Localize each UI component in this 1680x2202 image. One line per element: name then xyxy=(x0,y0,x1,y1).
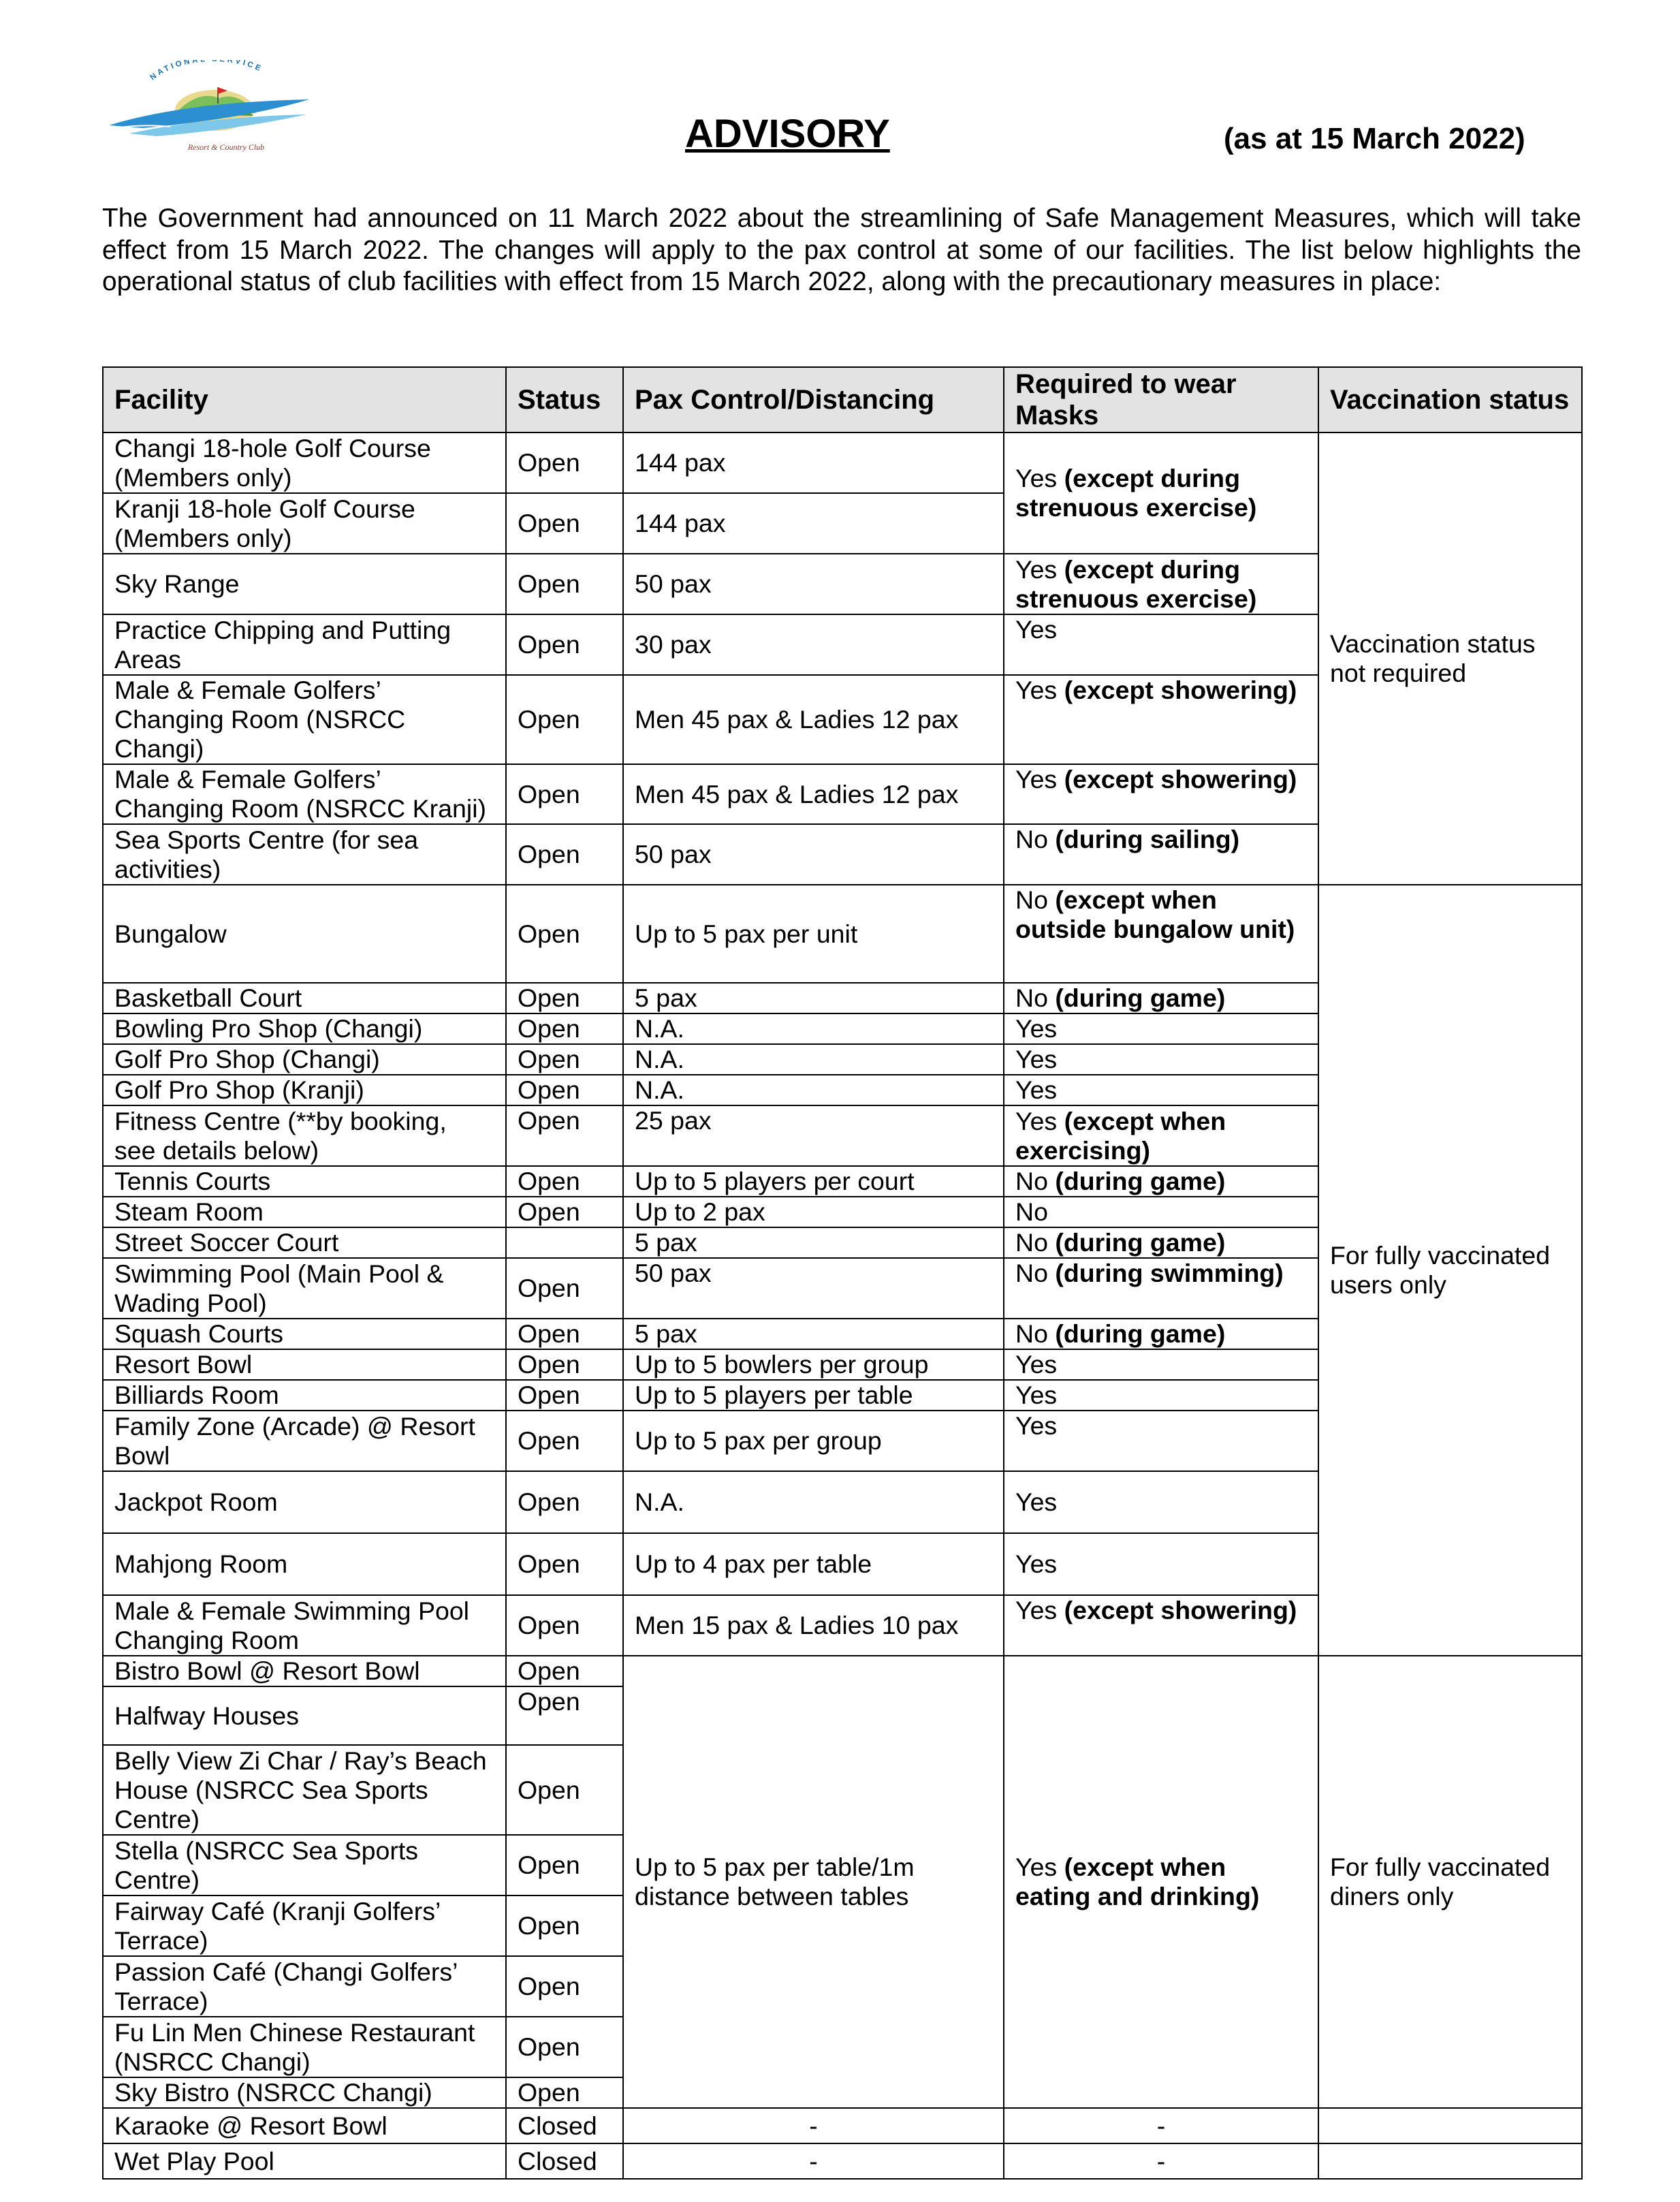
facility-cell: Practice Chipping and Putting Areas xyxy=(103,614,506,675)
mask-note: (during swimming) xyxy=(1055,1259,1284,1287)
facility-cell: Halfway Houses xyxy=(103,1686,506,1745)
facility-cell: Belly View Zi Char / Ray’s Beach House (NSRCC Sea Sports Centre) xyxy=(103,1745,506,1835)
vaccination-cell xyxy=(1318,2143,1582,2179)
status-cell: Open xyxy=(506,1896,623,1956)
facility-cell: Golf Pro Shop (Changi) xyxy=(103,1044,506,1075)
pax-cell: Men 15 pax & Ladies 10 pax xyxy=(623,1595,1004,1656)
pax-cell: N.A. xyxy=(623,1044,1004,1075)
facility-cell: Resort Bowl xyxy=(103,1349,506,1380)
pax-cell: 5 pax xyxy=(623,983,1004,1013)
mask-cell xyxy=(1004,1319,1318,1349)
facility-cell: Bowling Pro Shop (Changi) xyxy=(103,1013,506,1044)
mask-yes: Yes xyxy=(1015,1106,1058,1135)
status-cell: Open xyxy=(506,1044,623,1075)
mask-cell xyxy=(1004,1166,1318,1197)
pax-cell: Men 45 pax & Ladies 12 pax xyxy=(623,675,1004,764)
status-cell: Open xyxy=(506,1835,623,1896)
mask-cell xyxy=(1004,554,1318,614)
facility-cell: Sky Range xyxy=(103,554,506,614)
status-cell: Open xyxy=(506,1075,623,1105)
pax-cell: 5 pax xyxy=(623,1319,1004,1349)
mask-yes: Yes xyxy=(1015,765,1058,793)
pax-cell: 144 pax xyxy=(623,493,1004,554)
mask-yes: Yes xyxy=(1015,676,1058,704)
status-cell: Open xyxy=(506,1956,623,2017)
mask-note: (except when outside bungalow unit) xyxy=(1015,885,1295,943)
status-cell: Open xyxy=(506,1380,623,1411)
facility-cell: Changi 18-hole Golf Course (Members only) xyxy=(103,432,506,493)
pax-cell: Up to 5 players per court xyxy=(623,1166,1004,1197)
header-vaccination: Vaccination status xyxy=(1318,367,1582,432)
status-cell: Open xyxy=(506,675,623,764)
mask-yes: Yes xyxy=(1015,1596,1058,1624)
mask-no: No xyxy=(1015,885,1048,914)
header-masks: Required to wear Masks xyxy=(1004,367,1318,432)
facility-cell: Billiards Room xyxy=(103,1380,506,1411)
club-logo xyxy=(102,60,320,155)
facility-cell: Squash Courts xyxy=(103,1319,506,1349)
mask-note: (except showering) xyxy=(1064,676,1297,704)
status-cell: Open xyxy=(506,1411,623,1471)
mask-no: No xyxy=(1015,1319,1048,1348)
pax-cell: Men 45 pax & Ladies 12 pax xyxy=(623,764,1004,824)
status-cell: Open xyxy=(506,1686,623,1745)
facility-cell: Fitness Centre (**by booking, see details below) xyxy=(103,1105,506,1166)
facility-cell: Family Zone (Arcade) @ Resort Bowl xyxy=(103,1411,506,1471)
facility-cell: Male & Female Swimming Pool Changing Room xyxy=(103,1595,506,1656)
table-header-row xyxy=(103,367,1582,432)
pax-cell: 30 pax xyxy=(623,614,1004,675)
pax-cell: 50 pax xyxy=(623,1258,1004,1319)
facility-cell: Karaoke @ Resort Bowl xyxy=(103,2108,506,2143)
mask-cell: Yes xyxy=(1004,1471,1318,1533)
status-cell: Open xyxy=(506,1166,623,1197)
mask-cell xyxy=(1004,675,1318,764)
pax-cell: 50 pax xyxy=(623,554,1004,614)
vaccination-cell: For fully vaccinated users only xyxy=(1318,885,1582,1656)
status-cell: Open xyxy=(506,493,623,554)
status-cell: Open xyxy=(506,824,623,885)
status-cell: Open xyxy=(506,2017,623,2077)
mask-cell: Yes xyxy=(1004,1533,1318,1595)
mask-yes: Yes xyxy=(1015,464,1058,492)
status-cell: Open xyxy=(506,1349,623,1380)
status-cell: Open xyxy=(506,432,623,493)
intro-paragraph: The Government had announced on 11 March 2022 about the streamlining of Safe Management Measures, which will take effect from 15 March 2022. The changes will apply to the pax control at some of our facilities. The list below highlights the operational status of club facilities with effect from 15 March 2022, along with the precautionary measures in place: xyxy=(102,204,1581,297)
mask-note: (during game) xyxy=(1055,1319,1226,1348)
pax-cell: - xyxy=(623,2108,1004,2143)
status-cell: Open xyxy=(506,1745,623,1835)
facility-cell: Tennis Courts xyxy=(103,1166,506,1197)
facility-cell: Bungalow xyxy=(103,885,506,983)
status-cell: Open xyxy=(506,1595,623,1656)
mask-cell xyxy=(1004,1227,1318,1258)
pax-cell: Up to 5 pax per table/1m distance between tables xyxy=(623,1656,1004,2108)
pax-cell: 25 pax xyxy=(623,1105,1004,1166)
mask-note: (during sailing) xyxy=(1055,825,1240,853)
facility-cell: Kranji 18-hole Golf Course (Members only) xyxy=(103,493,506,554)
vaccination-cell xyxy=(1318,2108,1582,2143)
mask-no: No xyxy=(1015,1167,1048,1195)
mask-cell: Yes xyxy=(1004,1013,1318,1044)
status-cell: Closed xyxy=(506,2108,623,2143)
mask-note: (during game) xyxy=(1055,1167,1226,1195)
status-cell: Open xyxy=(506,1197,623,1227)
mask-note: (except during strenuous exercise) xyxy=(1015,464,1257,522)
facility-cell: Basketball Court xyxy=(103,983,506,1013)
status-cell: Open xyxy=(506,1533,623,1595)
mask-yes: Yes xyxy=(1015,1853,1058,1881)
status-cell: Open xyxy=(506,983,623,1013)
facility-cell: Street Soccer Court xyxy=(103,1227,506,1258)
header-status: Status xyxy=(506,367,623,432)
facility-status-table xyxy=(102,366,1583,2180)
status-cell: Open xyxy=(506,1471,623,1533)
vaccination-cell: For fully vaccinated diners only xyxy=(1318,1656,1582,2108)
facility-cell: Bistro Bowl @ Resort Bowl xyxy=(103,1656,506,1686)
page-title: ADVISORY xyxy=(685,112,890,156)
mask-cell: Yes xyxy=(1004,614,1318,675)
mask-no: No xyxy=(1015,984,1048,1012)
mask-cell: Yes xyxy=(1004,1411,1318,1471)
facility-cell: Fairway Café (Kranji Golfers’ Terrace) xyxy=(103,1896,506,1956)
mask-cell: No xyxy=(1004,1197,1318,1227)
pax-cell: Up to 5 bowlers per group xyxy=(623,1349,1004,1380)
mask-cell xyxy=(1004,1105,1318,1166)
mask-cell xyxy=(1004,432,1318,554)
mask-cell: Yes xyxy=(1004,1349,1318,1380)
mask-cell: - xyxy=(1004,2143,1318,2179)
status-cell: Open xyxy=(506,1258,623,1319)
pax-cell: - xyxy=(623,2143,1004,2179)
status-cell: Open xyxy=(506,614,623,675)
pax-cell: Up to 5 players per table xyxy=(623,1380,1004,1411)
mask-cell xyxy=(1004,885,1318,983)
as-at-date: (as at 15 March 2022) xyxy=(1224,122,1525,155)
mask-cell: Yes xyxy=(1004,1044,1318,1075)
mask-yes: Yes xyxy=(1015,554,1058,584)
status-cell: Closed xyxy=(506,2143,623,2179)
status-cell: Open xyxy=(506,2077,623,2108)
mask-note: (except showering) xyxy=(1064,765,1297,793)
mask-note: (during game) xyxy=(1055,984,1226,1012)
mask-note: (except when eating and drinking) xyxy=(1015,1853,1260,1910)
mask-cell: - xyxy=(1004,2108,1318,2143)
facility-cell: Stella (NSRCC Sea Sports Centre) xyxy=(103,1835,506,1896)
facility-cell: Passion Café (Changi Golfers’ Terrace) xyxy=(103,1956,506,2017)
header-facility: Facility xyxy=(103,367,506,432)
facility-cell: Sea Sports Centre (for sea activities) xyxy=(103,824,506,885)
facility-cell: Sky Bistro (NSRCC Changi) xyxy=(103,2077,506,2108)
svg-text:NATIONAL SERVICE: NATIONA RVICE xyxy=(148,60,264,82)
table-row xyxy=(103,885,1582,983)
mask-cell xyxy=(1004,1656,1318,2108)
table-row xyxy=(103,1656,1582,1686)
facility-cell: Wet Play Pool xyxy=(103,2143,506,2179)
status-cell: Open xyxy=(506,1013,623,1044)
pax-cell: 144 pax xyxy=(623,432,1004,493)
pax-cell: Up to 4 pax per table xyxy=(623,1533,1004,1595)
facility-cell: Fu Lin Men Chinese Restaurant (NSRCC Changi) xyxy=(103,2017,506,2077)
facility-cell: Jackpot Room xyxy=(103,1471,506,1533)
mask-note: (except during strenuous exercise) xyxy=(1015,554,1257,613)
mask-no: No xyxy=(1015,1228,1048,1257)
facility-cell: Male & Female Golfers’ Changing Room (NSRCC Changi) xyxy=(103,675,506,764)
status-cell xyxy=(506,1227,623,1258)
mask-cell xyxy=(1004,1595,1318,1656)
status-cell: Open xyxy=(506,1656,623,1686)
pax-cell: Up to 5 pax per group xyxy=(623,1411,1004,1471)
status-cell: Open xyxy=(506,554,623,614)
pax-cell: 5 pax xyxy=(623,1227,1004,1258)
header-pax: Pax Control/Distancing xyxy=(623,367,1004,432)
facility-cell: Male & Female Golfers’ Changing Room (NSRCC Kranji) xyxy=(103,764,506,824)
mask-cell xyxy=(1004,824,1318,885)
pax-cell: N.A. xyxy=(623,1075,1004,1105)
mask-cell: Yes xyxy=(1004,1380,1318,1411)
svg-text:Resort & Country Club: Resort & Country Club xyxy=(187,142,265,152)
table-row xyxy=(103,2143,1582,2179)
facility-cell: Golf Pro Shop (Kranji) xyxy=(103,1075,506,1105)
pax-cell: Up to 2 pax xyxy=(623,1197,1004,1227)
status-cell: Open xyxy=(506,764,623,824)
mask-note: (except showering) xyxy=(1064,1596,1297,1624)
mask-note: (except when exercising) xyxy=(1015,1106,1226,1165)
facility-cell: Swimming Pool (Main Pool & Wading Pool) xyxy=(103,1258,506,1319)
facility-cell: Mahjong Room xyxy=(103,1533,506,1595)
mask-note: (during game) xyxy=(1055,1228,1226,1257)
mask-cell xyxy=(1004,983,1318,1013)
pax-cell: N.A. xyxy=(623,1013,1004,1044)
mask-cell: Yes xyxy=(1004,1075,1318,1105)
mask-cell xyxy=(1004,764,1318,824)
mask-no: No xyxy=(1015,1259,1048,1287)
status-cell: Open xyxy=(506,1105,623,1166)
pax-cell: N.A. xyxy=(623,1471,1004,1533)
pax-cell: 50 pax xyxy=(623,824,1004,885)
mask-cell xyxy=(1004,1258,1318,1319)
pax-cell: Up to 5 pax per unit xyxy=(623,885,1004,983)
table-row xyxy=(103,2108,1582,2143)
mask-no: No xyxy=(1015,825,1048,853)
status-cell: Open xyxy=(506,885,623,983)
facility-cell: Steam Room xyxy=(103,1197,506,1227)
vaccination-cell: Vaccination status not required xyxy=(1318,432,1582,885)
table-row xyxy=(103,432,1582,493)
status-cell: Open xyxy=(506,1319,623,1349)
